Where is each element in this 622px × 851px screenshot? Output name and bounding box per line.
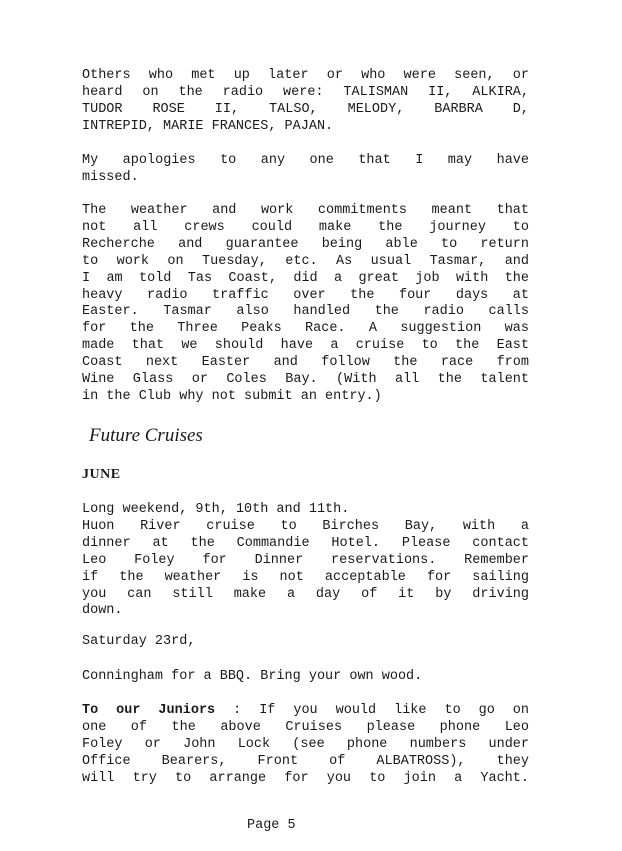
page-number: Page 5: [247, 818, 296, 833]
text-line: Saturday 23rd,: [82, 634, 196, 649]
text-line: to work on Tuesday, etc. As usual Tasmar, and: [82, 253, 529, 269]
text-line: Others who met up later or who were seen, or: [82, 68, 529, 83]
text-line: Foley or John Lock (see phone numbers under: [82, 736, 529, 752]
text-line: Huon River cruise to Birches Bay, with a: [82, 518, 529, 534]
paragraph-bbq: [82, 669, 529, 686]
text-line: one of the above Cruises please phone Leo: [82, 719, 529, 735]
text-line: missed.: [82, 169, 139, 185]
section-heading: Future Cruises: [89, 425, 203, 446]
text-line: Long weekend, 9th, 10th and 11th.: [82, 502, 350, 517]
paragraph-saturday: [82, 634, 529, 651]
text-line: down.: [82, 603, 123, 619]
text-line: INTREPID, MARIE FRANCES, PAJAN.: [82, 118, 334, 134]
text-line: Easter. Tasmar also handled the radio calls: [82, 304, 529, 320]
text-line: will try to arrange for you to join a Yacht.: [82, 770, 529, 786]
text-line: TUDOR ROSE II, TALSO, MELODY, BARBRA D,: [82, 101, 529, 117]
text-line: Recherche and guarantee being able to return: [82, 236, 529, 252]
paragraph-weather: [82, 203, 529, 406]
text-line: for the Three Peaks Race. A suggestion was: [82, 321, 529, 337]
text-line: dinner at the Commandie Hotel. Please contact: [82, 535, 529, 551]
juniors-label: To our Juniors: [82, 703, 216, 718]
text-line: Office Bearers, Front of ALBATROSS), they: [82, 753, 529, 769]
paragraph-juniors: [82, 703, 529, 788]
text-line: Coast next Easter and follow the race from: [82, 355, 529, 371]
text-line: heavy radio traffic over the four days at: [82, 287, 529, 303]
text-line: not all crews could make the journey to: [82, 219, 529, 235]
text-line: you can still make a day of it by driving: [82, 586, 529, 602]
paragraph-crew-list: [82, 68, 529, 136]
text-line: My apologies to any one that I may have: [82, 153, 529, 168]
text-line: if the weather is not acceptable for sailing: [82, 569, 529, 585]
text-line: made that we should have a cruise to the East: [82, 338, 529, 354]
text-line: in the Club why not submit an entry.): [82, 388, 382, 404]
text-line: [82, 703, 529, 720]
month-subheading: JUNE: [82, 467, 121, 482]
text-line: heard on the radio were: TALISMAN II, ALKIRA,: [82, 84, 529, 100]
juniors-text: : If you would like to go on: [233, 703, 529, 718]
paragraph-long-weekend: [82, 502, 529, 620]
paragraph-apologies: [82, 153, 529, 187]
text-line: Wine Glass or Coles Bay. (With all the talent: [82, 372, 529, 388]
text-line: Conningham for a BBQ. Bring your own wood.: [82, 669, 423, 684]
text-line: I am told Tas Coast, did a great job with the: [82, 270, 529, 286]
text-line: The weather and work commitments meant that: [82, 203, 529, 218]
text-line: Leo Foley for Dinner reservations. Remember: [82, 552, 529, 568]
